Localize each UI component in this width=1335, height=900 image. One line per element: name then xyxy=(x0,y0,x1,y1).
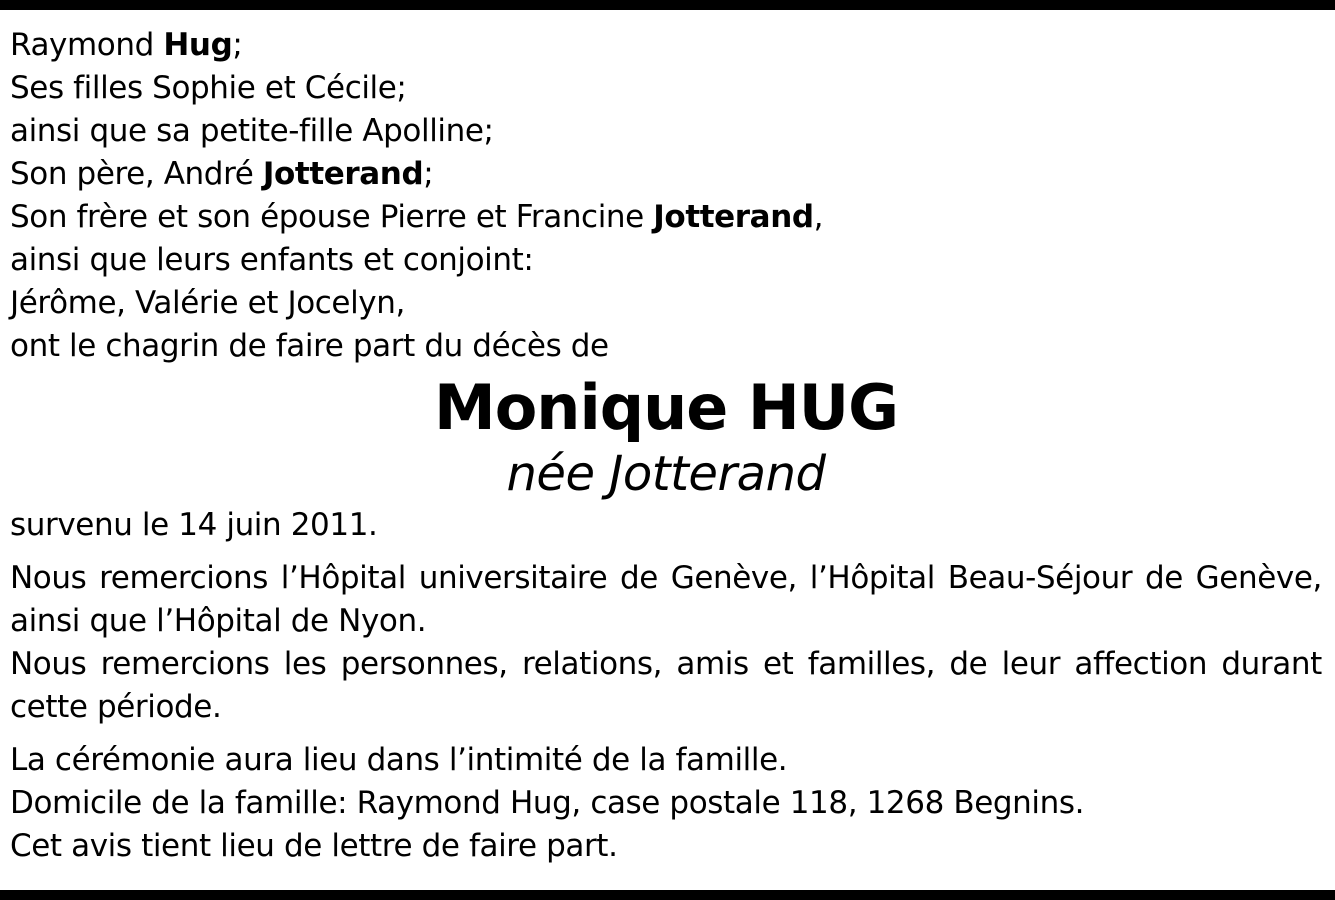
ceremony-line: La cérémonie aura lieu dans l’intimité de la famille. xyxy=(10,742,788,778)
family-line-2: Ses filles Sophie et Cécile; xyxy=(10,70,407,106)
justified-word: Genève, xyxy=(670,560,798,596)
thanks-paragraph-1-line-1 xyxy=(10,557,1322,600)
notice-line: Cet avis tient lieu de lettre de faire part. xyxy=(10,828,618,864)
closing-block xyxy=(10,739,1322,868)
justified-word: familles, xyxy=(807,646,936,682)
justified-word: et xyxy=(763,646,794,682)
deceased-name-block xyxy=(10,372,1322,504)
thanks-paragraph-2-line-1 xyxy=(10,643,1322,686)
justified-word: leur xyxy=(1001,646,1061,682)
justified-word: Nous xyxy=(10,560,87,596)
bottom-border-rule xyxy=(0,890,1335,900)
deceased-name: Monique HUG xyxy=(434,371,898,444)
justified-word: affection xyxy=(1074,646,1208,682)
date-line: survenu le 14 juin 2011. xyxy=(10,507,378,543)
family-line-1: Raymond Hug; xyxy=(10,27,243,63)
justified-word: durant xyxy=(1221,646,1322,682)
justified-word: universitaire xyxy=(418,560,608,596)
justified-word: remercions xyxy=(100,646,270,682)
family-line-3: ainsi que sa petite-fille Apolline; xyxy=(10,113,494,149)
surname-bold: Jotterand xyxy=(262,156,424,192)
maiden-name: née Jotterand xyxy=(506,446,826,502)
surname-bold: Jotterand xyxy=(653,199,814,235)
family-line-8: ont le chagrin de faire part du décès de xyxy=(10,328,609,364)
family-line-5: Son frère et son épouse Pierre et Francine Jotterand, xyxy=(10,199,824,235)
justified-word: personnes, xyxy=(340,646,508,682)
justified-word: Beau-Séjour xyxy=(947,560,1133,596)
justified-word: amis xyxy=(676,646,749,682)
family-line-7: Jérôme, Valérie et Jocelyn, xyxy=(10,285,405,321)
justified-word: Genève, xyxy=(1195,560,1322,596)
family-line-4: Son père, André Jotterand; xyxy=(10,156,434,192)
justified-word: l’Hôpital xyxy=(280,560,406,596)
justified-word: de xyxy=(620,560,658,596)
justified-word: remercions xyxy=(99,560,269,596)
justified-word: de xyxy=(949,646,988,682)
justified-word: relations, xyxy=(521,646,663,682)
justified-word: les xyxy=(283,646,327,682)
domicile-line: Domicile de la famille: Raymond Hug, case postale 118, 1268 Begnins. xyxy=(10,785,1085,821)
thanks-block xyxy=(10,557,1322,729)
obituary-notice xyxy=(10,24,1322,868)
surname-bold: Hug xyxy=(163,27,233,63)
thanks-paragraph-1-line-2: ainsi que l’Hôpital de Nyon. xyxy=(10,603,427,639)
top-border-rule xyxy=(0,0,1335,10)
justified-word: de xyxy=(1144,560,1183,596)
justified-word: l’Hôpital xyxy=(809,560,935,596)
justified-word: Nous xyxy=(10,646,87,682)
family-line-6: ainsi que leurs enfants et conjoint: xyxy=(10,242,534,278)
thanks-paragraph-2-line-2: cette période. xyxy=(10,689,222,725)
